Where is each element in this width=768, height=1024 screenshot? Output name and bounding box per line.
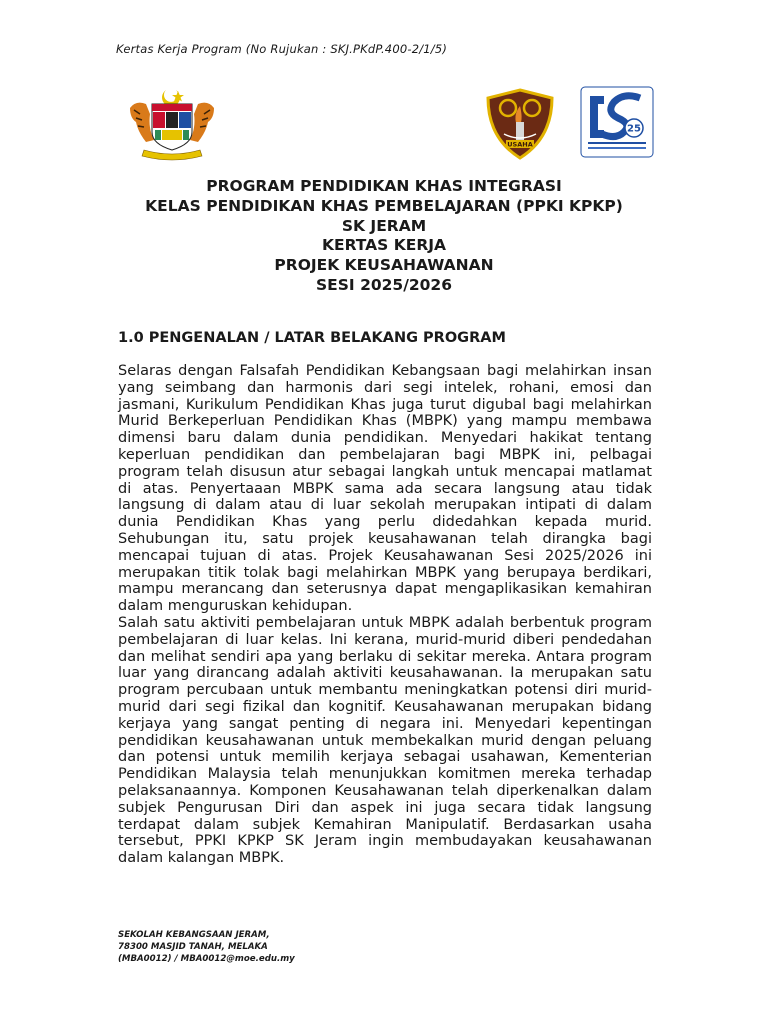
document-reference: Kertas Kerja Program (No Rujukan : SKJ.PKdP.400-2/1/5) bbox=[116, 42, 448, 56]
title-line: SK JERAM bbox=[341, 216, 427, 235]
paragraph: Salah satu aktiviti pembelajaran untuk MBPK adalah berbentuk program pembelajaran di luar kelas. Ini kerana, murid-murid diberi pendedahan dan melihat sendiri apa yang berlaku di sekitar mereka. Antara program luar yang dirancang adalah aktiviti keusahawanan. Ia merupakan satu program percubaan untuk membantu meningkatkan potensi diri murid-murid dari segi fizikal dan kognitif. Keusahawanan merupakan bidang kerjaya yang sangat penting di negara ini. Menyedari kepentingan pendidikan keusahawanan untuk membekalkan murid dengan peluang dan potensi untuk memilih kerjaya sebagai usahawan, Kementerian Pendidikan Malaysia telah menunjukkan komitmen mereka terhadap pelaksanaannya. Komponen Keusahawanan telah diperkenalkan dalam subjek Pengurusan Diri dan aspek ini juga secara tidak langsung terdapat dalam subjek Kemahiran Manipulatif. Berdasarkan usaha tersebut, PPKI KPKP SK Jeram ingin membudayakan keusahawanan dalam kalangan MBPK. bbox=[118, 615, 652, 867]
document-title bbox=[116, 177, 652, 296]
crest-motto: USAHA bbox=[507, 140, 533, 149]
footer-line: SEKOLAH KEBANGSAAN JERAM, bbox=[118, 930, 270, 940]
footer-line: (MBA0012) / MBA0012@moe.edu.my bbox=[118, 954, 295, 965]
footer-line: 78300 MASJID TANAH, MELAKA bbox=[118, 942, 268, 953]
title-line: SESI 2025/2026 bbox=[315, 275, 453, 294]
title-line: KERTAS KERJA bbox=[321, 236, 447, 255]
school-crest-icon bbox=[482, 86, 558, 162]
special-education-logo-icon bbox=[580, 86, 654, 158]
malaysia-coat-of-arms-icon bbox=[122, 86, 222, 162]
paragraph: Selaras dengan Falsafah Pendidikan Kebangsaan bagi melahirkan insan yang seimbang dan harmonis dari segi intelek, rohani, emosi dan jasmani, Kurikulum Pendidikan Khas juga turut digubal bagi melahirkan Murid Berkeperluan Pendidikan Khas (MBPK) yang mampu membawa dimensi baru dalam dunia pendidikan. Menyedari hakikat tentang keperluan pendidikan dan pembelajaran bagi MBPK ini, pelbagai program telah disusun atur sebagai langkah untuk mencapai matlamat di atas. Penyertaaan MBPK sama ada secara langsung atau tidak langsung di dalam atau di luar sekolah merupakan intipati di dalam dunia Pendidikan Khas yang perlu didedahkan kepada murid. Sehubungan itu, satu projek keusahawanan telah dirangka bagi mencapai tujuan di atas. Projek Keusahawanan Sesi 2025/2026 ini merupakan titik tolak bagi melahirkan MBPK yang berupaya berdikari, mampu merancang dan seterusnya dapat mengaplikasikan kemahiran dalam menguruskan kehidupan. bbox=[118, 363, 652, 615]
anniversary-number: 25 bbox=[627, 123, 641, 135]
title-line: PROGRAM PENDIDIKAN KHAS INTEGRASI bbox=[206, 177, 562, 195]
title-line: PROJEK KEUSAHAWANAN bbox=[274, 256, 494, 275]
footer-address bbox=[118, 929, 295, 966]
section-heading: 1.0 PENGENALAN / LATAR BELAKANG PROGRAM bbox=[118, 330, 506, 346]
title-line: KELAS PENDIDIKAN KHAS PEMBELAJARAN (PPKI KPKP) bbox=[145, 196, 623, 215]
